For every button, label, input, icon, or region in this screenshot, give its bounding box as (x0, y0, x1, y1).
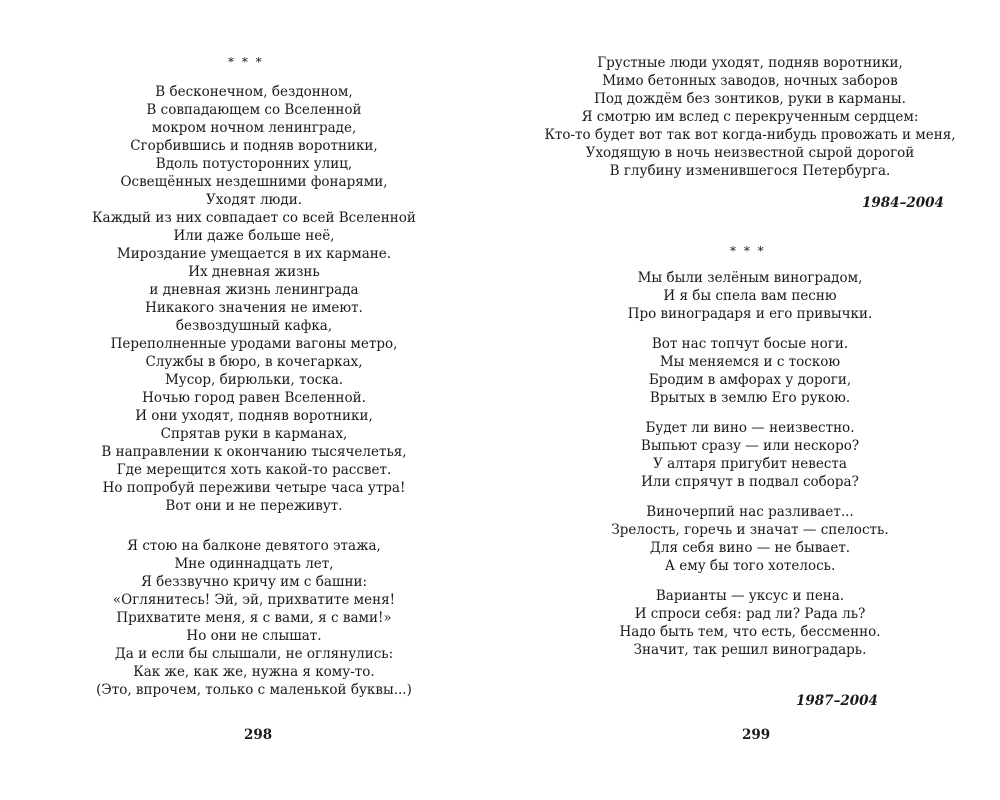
poem-date: 1987–2004 (796, 693, 878, 709)
poem-line: безвоздушный кафка, (175, 318, 333, 334)
poem-line: Про виноградаря и его привычки. (627, 306, 873, 322)
poem-line: Переполненные уродами вагоны метро, (110, 336, 398, 352)
poem-line: Надо быть тем, что есть, бессменно. (619, 624, 881, 640)
page-number-left: 298 (244, 727, 273, 743)
poem-line: и дневная жизнь ленинграда (149, 282, 359, 298)
poem-date: 1984–2004 (862, 195, 944, 211)
poem-line: В бесконечном, бездонном, (155, 84, 353, 100)
poem-line: «Оглянитесь! Эй, эй, прихватите меня! (112, 592, 396, 608)
poem-line: Или спрячут в подвал собора? (641, 474, 859, 490)
poem-line: Где мерещится хоть какой-то рассвет. (116, 462, 392, 478)
poem-line: Мусор, бирюльки, тоска. (164, 372, 344, 388)
poem-line: Варианты — уксус и пена. (655, 588, 845, 604)
poem-line: Сгорбившись и подняв воротники, (130, 138, 378, 154)
poem-line: Спрятав руки в карманах, (160, 426, 348, 442)
poem-line: Бродим в амфорах у дороги, (648, 372, 852, 388)
poem-line: У алтаря пригубит невеста (653, 456, 847, 472)
poem-line: Вот они и не переживут. (165, 498, 343, 514)
poem-line: Освещённых нездешними фонарями, (120, 174, 388, 190)
poem-line: Мне одиннадцать лет, (174, 556, 334, 572)
poem-line: Мироздание умещается в их кармане. (116, 246, 392, 262)
poem-line: Вот нас топчут босые ноги. (651, 336, 849, 352)
poem-line: Я смотрю им вслед с перекрученным сердцем: (581, 109, 919, 125)
poem-line: Кто-то будет вот так вот когда-нибудь провожать и меня, (544, 127, 956, 143)
poem-line: мокром ночном ленинграде, (151, 120, 357, 136)
poem-line: Или даже больше неё, (173, 228, 335, 244)
poem-line: Я беззвучно кричу им с башни: (140, 574, 368, 590)
poem-line: Врытых в землю Его рукою. (649, 390, 851, 406)
poem-line: Грустные люди уходят, подняв воротники, (597, 55, 903, 71)
poem-line: В направлении к окончанию тысячелетья, (101, 444, 407, 460)
poem-line: Будет ли вино — неизвестно. (645, 420, 855, 436)
poem-line: Ночью город равен Вселенной. (142, 390, 366, 406)
poem-line: Службы в бюро, в кочегарках, (145, 354, 363, 370)
poem-line: Я стою на балконе девятого этажа, (127, 538, 381, 554)
poem-line: Мимо бетонных заводов, ночных заборов (602, 73, 898, 89)
poem-line: Прихватите меня, я с вами, я с вами!» (116, 610, 392, 626)
poem-line: Как же, как же, нужна я кому-то. (133, 664, 375, 680)
poem-line: (Это, впрочем, только с маленькой буквы...) (96, 682, 412, 698)
right-page (500, 0, 1000, 800)
poem-line: В совпадающем со Вселенной (146, 102, 362, 118)
poem-line: В глубину изменившегося Петербурга. (609, 163, 891, 179)
poem-line: Значит, так решил виноградарь. (633, 642, 867, 658)
poem-line: Зрелость, горечь и значат — спелость. (611, 522, 889, 538)
section-ornament: * * * (730, 244, 766, 258)
poem-line: Но попробуй переживи четыре часа утра! (102, 480, 406, 496)
poem-line: Для себя вино — не бывает. (649, 540, 851, 556)
poem-line: Под дождём без зонтиков, руки в карманы. (594, 91, 906, 107)
poem-line: Уходящую в ночь неизвестной сырой дорогой (585, 145, 915, 161)
poem-line: Выпьют сразу — или нескоро? (640, 438, 860, 454)
poem-line: И они уходят, подняв воротники, (135, 408, 373, 424)
section-ornament: * * * (228, 55, 264, 69)
poem-line: Мы были зелёным виноградом, (637, 270, 863, 286)
poem-line: Вдоль потусторонних улиц, (155, 156, 353, 172)
poem-line: Их дневная жизнь (188, 264, 320, 280)
poem-line: Виночерпий нас разливает... (646, 504, 854, 520)
poem-line: И спроси себя: рад ли? Рада ль? (634, 606, 866, 622)
poem-line: Но они не слышат. (186, 628, 322, 644)
poem-line: Каждый из них совпадает со всей Вселенной (92, 210, 416, 226)
poem-line: А ему бы того хотелось. (664, 558, 836, 574)
poem-line: Да и если бы слышали, не оглянулись: (114, 646, 394, 662)
poem-line: Мы меняемся и с тоскою (659, 354, 841, 370)
poem-line: И я бы спела вам песню (663, 288, 837, 304)
poem-line: Никакого значения не имеют. (145, 300, 363, 316)
poem-line: Уходят люди. (205, 192, 303, 208)
page-number-right: 299 (742, 727, 771, 743)
